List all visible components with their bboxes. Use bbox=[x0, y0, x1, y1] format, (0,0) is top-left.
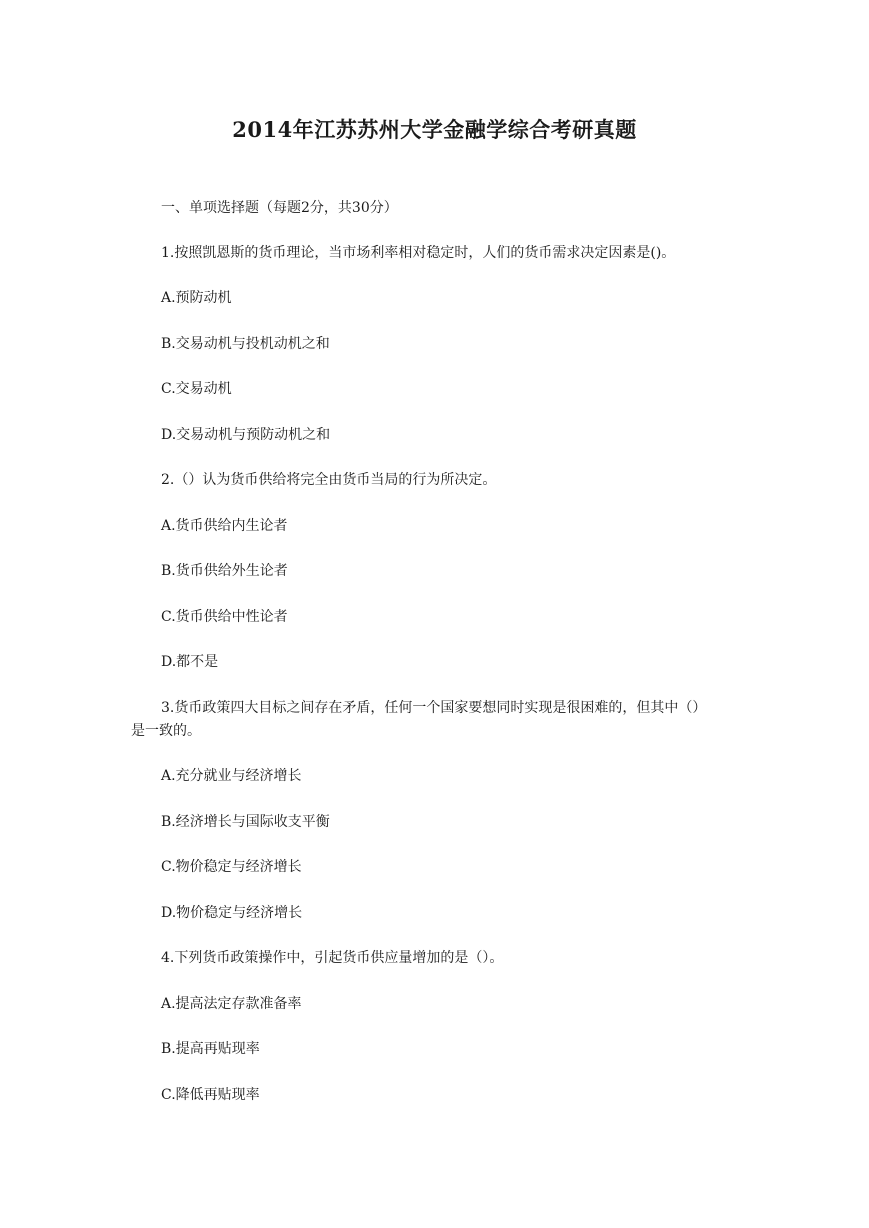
question-1-option-b: B.交易动机与投机动机之和 bbox=[161, 336, 330, 352]
question-3-option-b: B.经济增长与国际收支平衡 bbox=[161, 814, 330, 830]
question-3-option-a: A.充分就业与经济增长 bbox=[161, 768, 302, 784]
question-2-option-b: B.货币供给外生论者 bbox=[161, 563, 288, 579]
question-4-option-c: C.降低再贴现率 bbox=[161, 1087, 260, 1103]
question-2-option-a: A.货币供给内生论者 bbox=[161, 518, 288, 534]
question-3-option-d: D.物价稳定与经济增长 bbox=[161, 905, 303, 921]
question-3-option-c: C.物价稳定与经济增长 bbox=[161, 859, 302, 875]
question-2-stem: 2.（）认为货币供给将完全由货币当局的行为所决定。 bbox=[161, 472, 497, 488]
question-2-option-d: D.都不是 bbox=[161, 654, 219, 670]
question-3-stem: 3.货币政策四大目标之间存在矛盾，任何一个国家要想同时实现是很困难的，但其中（） bbox=[161, 700, 707, 716]
question-1-stem: 1.按照凯恩斯的货币理论，当市场利率相对稳定时，人们的货币需求决定因素是()。 bbox=[161, 245, 676, 261]
question-2-option-c: C.货币供给中性论者 bbox=[161, 609, 288, 625]
question-4-option-b: B.提高再贴现率 bbox=[161, 1041, 260, 1057]
question-1-option-c: C.交易动机 bbox=[161, 381, 232, 397]
section-heading: 一、单项选择题（每题2分，共30分） bbox=[161, 200, 398, 216]
question-1-option-a: A.预防动机 bbox=[161, 290, 232, 306]
question-4-option-a: A.提高法定存款准备率 bbox=[161, 996, 302, 1012]
question-4-stem: 4.下列货币政策操作中，引起货币供应量增加的是（）。 bbox=[161, 950, 504, 966]
document-title: 2014年江苏苏州大学金融学综合考研真题 bbox=[232, 117, 637, 142]
question-3-stem-continuation: 是一致的。 bbox=[131, 723, 201, 739]
question-1-option-d: D.交易动机与预防动机之和 bbox=[161, 427, 331, 443]
